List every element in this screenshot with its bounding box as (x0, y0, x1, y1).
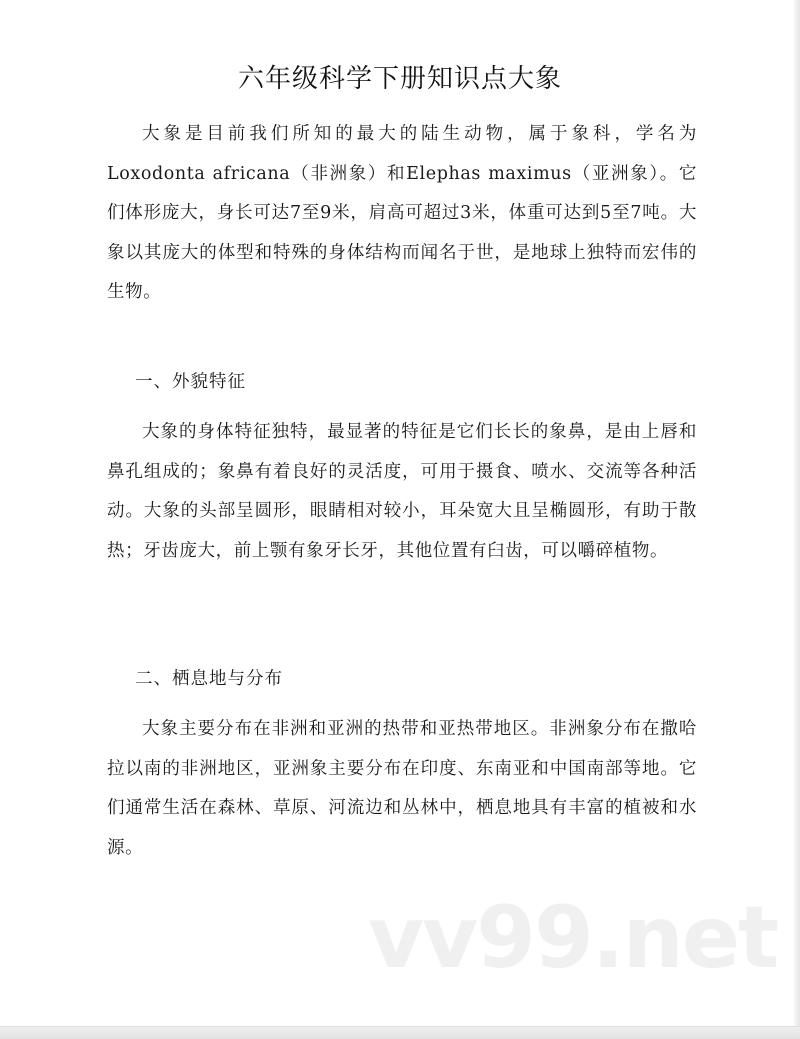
intro-paragraph: 大象是目前我们所知的最大的陆生动物，属于象科，学名为Loxodonta africana（非洲象）和Elephas maximus（亚洲象）。它们体形庞大，身长可达7至9米，肩高可超过3米，体重可达到5至7吨。大象以其庞大的体型和特殊的身体结构而闻名于世，是地球上独特而宏伟的生物。 (107, 124, 697, 302)
section-heading-appearance: 一、外貌特征 (135, 372, 246, 392)
page-bottom-border (0, 1026, 800, 1039)
document-title: 六年级科学下册知识点大象 (237, 64, 562, 94)
section-body-habitat: 大象主要分布在非洲和亚洲的热带和亚热带地区。非洲象分布在撒哈拉以南的非洲地区，亚洲象主要分布在印度、东南亚和中国南部等地。它们通常生活在森林、草原、河流边和丛林中，栖息地具有丰富的植被和水源。 (107, 719, 697, 858)
watermark-text: vv99.net (368, 888, 778, 988)
section-body-appearance: 大象的身体特征独特，最显著的特征是它们长长的象鼻，是由上唇和鼻孔组成的；象鼻有着良好的灵活度，可用于摄食、喷水、交流等各种活动。大象的头部呈圆形，眼睛相对较小，耳朵宽大且呈椭圆形，有助于散热；牙齿庞大，前上颚有象牙长牙，其他位置有臼齿，可以嚼碎植物。 (107, 422, 697, 561)
page-edge-shadow (794, 0, 800, 1039)
section-heading-habitat: 二、栖息地与分布 (135, 669, 283, 689)
